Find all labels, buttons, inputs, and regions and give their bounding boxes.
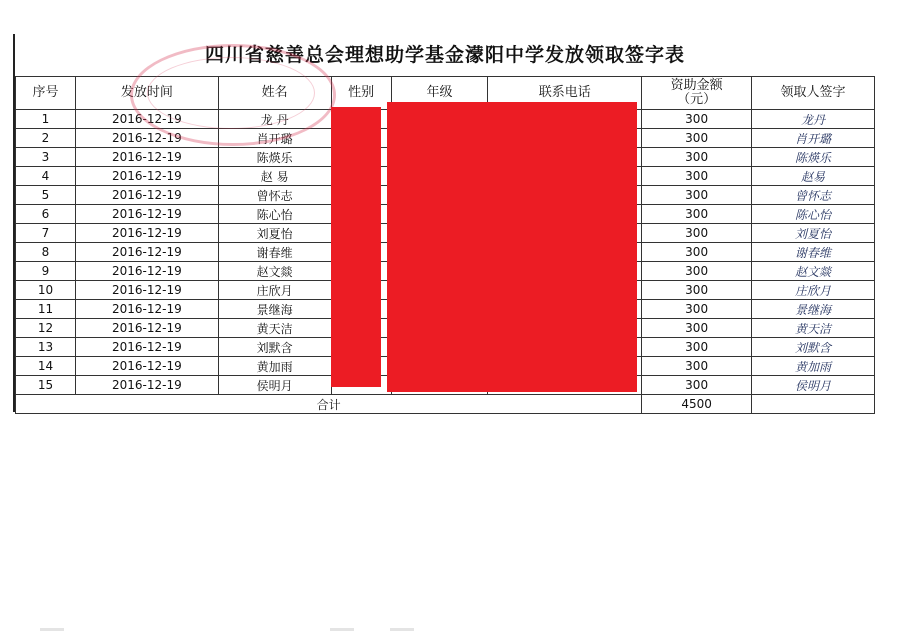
document-title: 四川省慈善总会理想助学基金濛阳中学发放领取签字表: [204, 44, 685, 66]
row-name: 肖开璐: [218, 129, 331, 148]
row-no: 6: [16, 205, 76, 224]
row-signature: 庄欣月: [752, 281, 875, 300]
row-date: 2016-12-19: [75, 262, 218, 281]
row-amount: 300: [642, 300, 752, 319]
row-date: 2016-12-19: [75, 205, 218, 224]
col-header-amount: [642, 77, 752, 110]
row-no: 10: [16, 281, 76, 300]
row-no: 5: [16, 186, 76, 205]
col-header-no: 序号: [16, 77, 76, 110]
row-signature: 赵文燚: [752, 262, 875, 281]
row-name: 黄天洁: [218, 319, 331, 338]
row-date: 2016-12-19: [75, 110, 218, 129]
row-signature: 龙丹: [752, 110, 875, 129]
scan-speck: [390, 628, 414, 631]
row-date: 2016-12-19: [75, 148, 218, 167]
row-date: 2016-12-19: [75, 281, 218, 300]
row-date: 2016-12-19: [75, 357, 218, 376]
col-header-signature: 领取人签字: [752, 77, 875, 110]
row-name: 景继海: [218, 300, 331, 319]
scan-speck: [330, 628, 354, 631]
row-date: 2016-12-19: [75, 338, 218, 357]
row-amount: 300: [642, 129, 752, 148]
redaction-block-gender: [331, 107, 381, 387]
row-signature: 赵易: [752, 167, 875, 186]
row-date: 2016-12-19: [75, 129, 218, 148]
row-date: 2016-12-19: [75, 186, 218, 205]
row-name: 刘默含: [218, 338, 331, 357]
amount-header-line1: 资助金额: [670, 78, 723, 93]
row-no: 2: [16, 129, 76, 148]
total-label: 合计: [16, 395, 642, 414]
row-amount: 300: [642, 167, 752, 186]
row-amount: 300: [642, 148, 752, 167]
row-no: 9: [16, 262, 76, 281]
row-amount: 300: [642, 357, 752, 376]
total-amount: 4500: [642, 395, 752, 414]
row-name: 曾怀志: [218, 186, 331, 205]
row-amount: 300: [642, 338, 752, 357]
row-no: 15: [16, 376, 76, 395]
row-name: 黄加雨: [218, 357, 331, 376]
row-name: 陈煐乐: [218, 148, 331, 167]
total-row: [16, 395, 875, 414]
row-no: 7: [16, 224, 76, 243]
row-signature: 谢春维: [752, 243, 875, 262]
col-header-phone: 联系电话: [488, 77, 642, 110]
row-name: 赵文燚: [218, 262, 331, 281]
row-signature: 刘夏怡: [752, 224, 875, 243]
row-signature: 陈煐乐: [752, 148, 875, 167]
row-name: 侯明月: [218, 376, 331, 395]
row-date: 2016-12-19: [75, 300, 218, 319]
row-date: 2016-12-19: [75, 319, 218, 338]
row-name: 陈心怡: [218, 205, 331, 224]
col-header-name: 姓名: [218, 77, 331, 110]
row-amount: 300: [642, 110, 752, 129]
col-header-date: 发放时间: [75, 77, 218, 110]
row-no: 12: [16, 319, 76, 338]
row-signature: 黄天洁: [752, 319, 875, 338]
row-no: 8: [16, 243, 76, 262]
redaction-block-grade-phone: [387, 102, 637, 392]
row-amount: 300: [642, 376, 752, 395]
row-amount: 300: [642, 281, 752, 300]
row-name: 赵 易: [218, 167, 331, 186]
row-amount: 300: [642, 205, 752, 224]
row-amount: 300: [642, 243, 752, 262]
row-no: 4: [16, 167, 76, 186]
scan-speck: [40, 628, 64, 631]
row-amount: 300: [642, 224, 752, 243]
row-signature: 黄加雨: [752, 357, 875, 376]
row-date: 2016-12-19: [75, 243, 218, 262]
col-header-gender: 性别: [331, 77, 391, 110]
row-name: 庄欣月: [218, 281, 331, 300]
amount-header-line2: （元）: [677, 92, 717, 107]
row-no: 3: [16, 148, 76, 167]
row-signature: 肖开璐: [752, 129, 875, 148]
row-name: 谢春维: [218, 243, 331, 262]
row-no: 14: [16, 357, 76, 376]
row-amount: 300: [642, 186, 752, 205]
row-signature: 曾怀志: [752, 186, 875, 205]
row-no: 11: [16, 300, 76, 319]
row-date: 2016-12-19: [75, 376, 218, 395]
row-amount: 300: [642, 262, 752, 281]
row-signature: 侯明月: [752, 376, 875, 395]
total-signature-cell: [752, 395, 875, 414]
row-date: 2016-12-19: [75, 167, 218, 186]
row-date: 2016-12-19: [75, 224, 218, 243]
row-signature: 陈心怡: [752, 205, 875, 224]
row-amount: 300: [642, 319, 752, 338]
row-signature: 刘默含: [752, 338, 875, 357]
row-no: 13: [16, 338, 76, 357]
row-signature: 景继海: [752, 300, 875, 319]
row-name: 龙 丹: [218, 110, 331, 129]
row-name: 刘夏怡: [218, 224, 331, 243]
col-header-grade: 年级: [391, 77, 488, 110]
row-no: 1: [16, 110, 76, 129]
